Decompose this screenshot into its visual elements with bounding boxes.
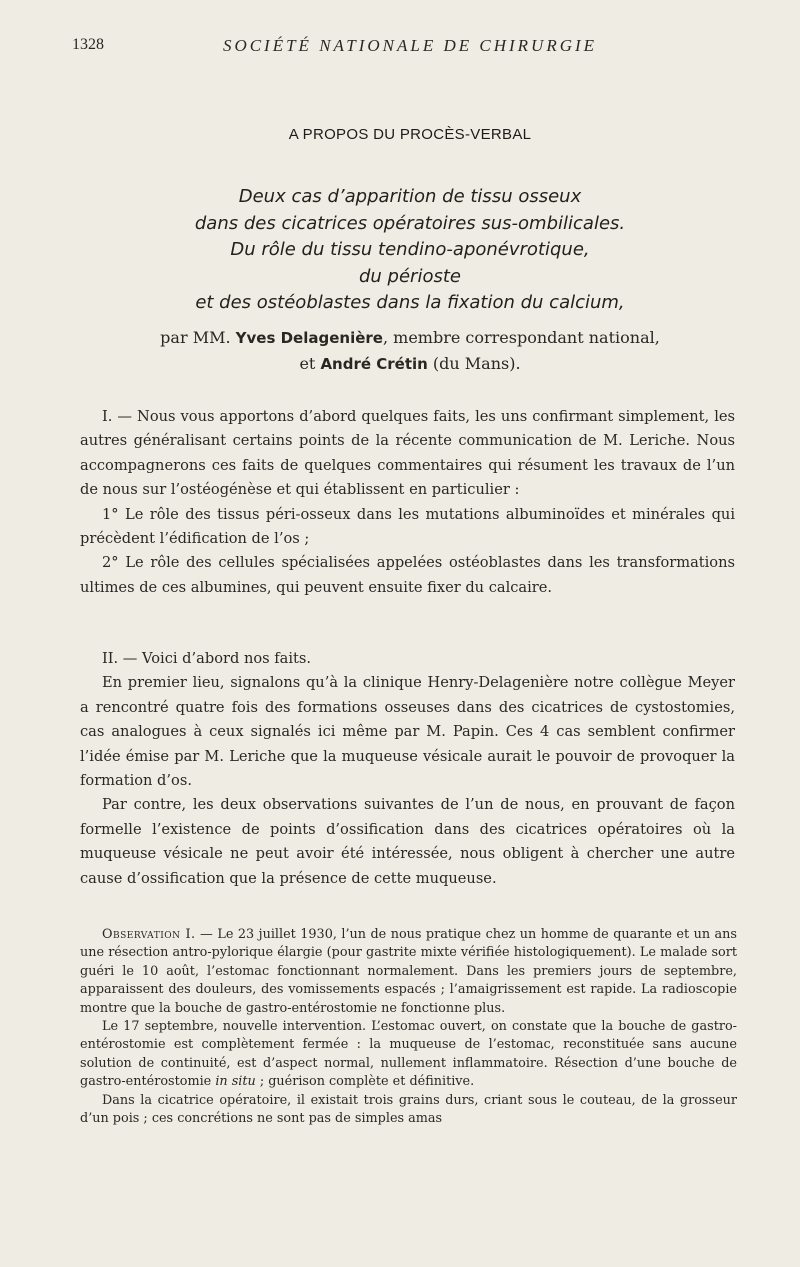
body-paragraph: I. — Nous vous apportons d’abord quelques faits, les uns confirmant simplement, les autres généralisant certains points de la récente communication de M. Leriche. Nous accompagnerons ces faits de quelques commentaires qui résument les travaux de l’un de nous sur l’ostéogénèse et qui établissent en particulier : xyxy=(80,408,735,499)
title-line: Du rôle du tissu tendino-aponévrotique, xyxy=(230,239,590,260)
observation-label: Observation I. xyxy=(102,927,196,942)
byline-prefix: par MM. xyxy=(160,328,231,347)
body-paragraph: 1° Le rôle des tissus péri-osseux dans les mutations albuminoïdes et minérales qui précèdent l’édification de l’os ; xyxy=(80,505,735,548)
body-paragraph: II. — Voici d’abord nos faits. xyxy=(102,650,312,667)
body-section-2 xyxy=(80,647,735,891)
byline-line-1 xyxy=(80,325,740,351)
author-name: André Crétin xyxy=(320,355,428,373)
body-paragraph: Par contre, les deux observations suivantes de l’un de nous, en prouvant de façon formelle l’existence de points d’ossification dans des cicatrices opératoires où la muqueuse vésicale ne peut avoir été intéressée, nous obligent à chercher une autre cause d’ossification que la présence de cette muqueuse. xyxy=(80,796,735,887)
observation-paragraph xyxy=(80,926,737,1018)
section-heading: A PROPOS DU PROCÈS-VERBAL xyxy=(288,126,532,143)
observation-text: Le 17 septembre, nouvelle intervention. L’estomac ouvert, on constate que la bouche de gastro-entérostomie est complètement fermée : la muqueuse de l’estomac, reconstituée sans aucune solution de continuité, est d’aspect normal, nullement inflammatoire. Résection d’une bouche de gastro-entérostomie xyxy=(80,1019,737,1090)
page-number: 1328 xyxy=(72,36,104,53)
running-head xyxy=(72,36,740,60)
observation-paragraph: Dans la cicatrice opératoire, il existait trois grains durs, criant sous le couteau, de la grosseur d’un pois ; ces concrétions ne sont pas de simples amas xyxy=(80,1092,737,1127)
author-name: Yves Delagenière xyxy=(235,329,383,347)
observation-section xyxy=(80,926,737,1128)
observation-text: — Le 23 juillet 1930, l’un de nous pratique chez un homme de quarante et un ans une résection antro-pylorique élargie (pour gastrite mixte vérifiée histologiquement). Le malade sort guéri le 10 août, l’estomac fonctionnant normalement. Dans les premiers jours de septembre, apparaissent des douleurs, des vomissements espacés ; l’amaigrissement est rapide. La radioscopie montre que la bouche de gastro-entérostomie ne fonctionne plus. xyxy=(80,927,737,1016)
title-line: Deux cas d’apparition de tissu osseux xyxy=(238,186,582,207)
author-role: , membre correspondant national, xyxy=(382,328,660,347)
observation-paragraph xyxy=(80,1018,737,1092)
byline-conjunction: et xyxy=(299,354,316,373)
article-title xyxy=(80,184,740,317)
title-line: dans des cicatrices opératoires sus-ombilicales. xyxy=(194,212,626,234)
body-paragraph: 2° Le rôle des cellules spécialisées appelées ostéoblastes dans les transformations ultimes de ces albumines, qui peuvent ensuite fixer du calcaire. xyxy=(80,554,735,596)
title-line: du périoste xyxy=(359,265,461,287)
latin-term: in situ xyxy=(215,1074,256,1090)
byline xyxy=(80,325,740,377)
body-paragraph: En premier lieu, signalons qu’à la clinique Henry-Delagenière notre collègue Meyer a rencontré quatre fois des formations osseuses dans des cicatrices de cystostomies, cas analogues à ceux signalés ici même par M. Papin. Ces 4 cas semblent confirmer l’idée émise par M. Leriche que la muqueuse vésicale aurait le pouvoir de provoquer la formation d’os. xyxy=(80,674,735,790)
byline-line-2 xyxy=(80,351,740,377)
body-section-1 xyxy=(80,405,735,600)
title-line: et des ostéoblastes dans la fixation du calcium, xyxy=(195,292,625,313)
observation-text: ; guérison complète et définitive. xyxy=(255,1074,475,1090)
journal-title: SOCIÉTÉ NATIONALE DE CHIRURGIE xyxy=(222,36,598,55)
author-place: (du Mans). xyxy=(432,354,521,373)
